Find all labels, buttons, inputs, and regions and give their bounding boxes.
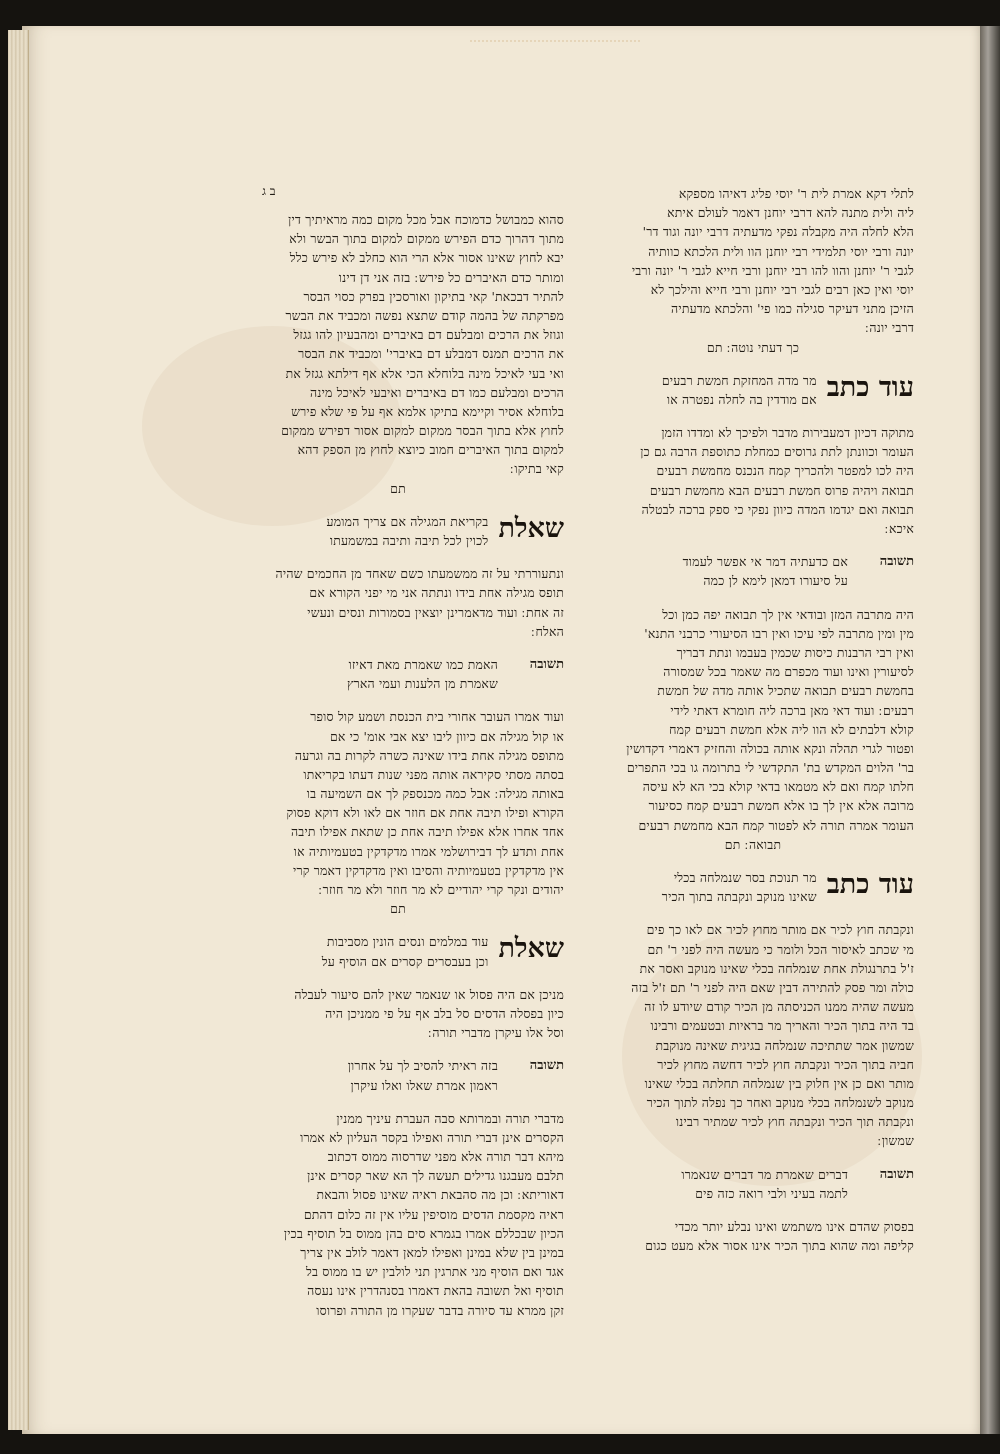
text-line: מפרקתה של בהמה קודם שתצא נפשה ומכביד את הבשר: [285, 307, 564, 323]
section-heading-block: [232, 512, 564, 550]
paragraph-ending: תם: [390, 480, 406, 496]
text-line: ראמון אמרת שאלו ואלו עיקרן: [350, 1077, 498, 1093]
paragraph-ending: תם: [390, 901, 406, 917]
heading-row: [592, 868, 914, 906]
text-line: אחת ותדע לך דבירושלמי אמרו מדקדקין בטעמיותיה או: [293, 843, 564, 859]
heading-row: [232, 932, 564, 970]
text-line: מר תנוכת בסר שנמלחה בכלי: [673, 870, 817, 885]
page-edges: [8, 30, 29, 1430]
text-line: לסיעורין ואינו ועוד מכפרם מה שאמר בכל שמסורה: [663, 664, 914, 680]
text-line: חלתו קמח ואם לא מטמאו בדאי קולא בכי הא לא עיסה: [642, 779, 914, 795]
text-line: ונקבתה חוץ לכיר אם מותר מחוץ לכיר אם לאו כך פים: [646, 922, 914, 938]
answer-row: [592, 552, 914, 590]
text-line: כיון בפסלה הדסים סל בלב אף על פי ממניכן היה: [325, 1005, 564, 1021]
text-line: אין מדקדקין בטעמיותיה והסיבו ואין מדקדקין דאמר קרי: [293, 862, 564, 878]
text-line: היה מתרבה המזן ובודאי אין לך תבואה יפה כמן וכל: [662, 606, 914, 622]
text-line: עוד במלמים ונסים הונין מסביבות: [326, 934, 489, 950]
answer-row: [592, 1165, 914, 1203]
text-line: ופטור לגרי תהלה ונקא אותה בכולה והחזיק דאמרי דקדושין: [626, 740, 914, 756]
answer-label: תשובה: [879, 554, 914, 570]
text-line: ונקבתה תוך הכיר ונקבתה חוץ לכיר שמתיר רבינו: [675, 1114, 914, 1130]
text-line: מי שכתב לאיסור הכל ולומר כי מעשה היה לפני ר' תם: [647, 941, 914, 957]
text-line: איכא ׃: [884, 521, 914, 536]
text-line: בפסוק שהדם אינו משתמש ואינו נבלע יותר מכדי: [674, 1219, 914, 1234]
text-line: דרבי יונה ׃: [865, 320, 914, 336]
heading-row: [232, 512, 564, 550]
text-line: קליפה ומה שהוא בתוך הכיר אינו אסור אלא מעט כגום: [645, 1238, 914, 1254]
answer-row: [232, 1056, 564, 1094]
text-line: מרובה אלא אין לך בו אלא חמשת רבעים קמח כסיעור: [648, 798, 914, 814]
text-line: אם כדעתיה דמר אי אפשר לעמוד: [682, 554, 848, 570]
heading-lines: [232, 932, 488, 970]
text-line: תבואה ואם יגדמו המדה כיוון נפקי כי ספק ברכה לבטלה: [641, 501, 914, 517]
section-heading-block: [232, 932, 564, 970]
text-line: ליה ולית מתנה להא דרבי יוחנן דאמר לעולם איתא: [667, 205, 914, 221]
answer-label: תשובה: [529, 1058, 564, 1074]
text-line: לגבי ר' יוחנן והוו להו רבי יוחנן ורבי חייא לגבי ר' יונה ורבי: [631, 262, 914, 278]
section-heading: שאלת: [498, 933, 564, 965]
paragraph-ending: תבואה ׃ תם: [724, 836, 782, 852]
text-line: מיהא דבר תורה אלא מפני שדרסוה ממוס דכתוב: [327, 1149, 564, 1165]
text-line: מדברי תורה ובמרותא סבה העברת עיניך ממנין: [336, 1110, 564, 1126]
text-line: מתוקה דכיון דמעבירות מדבר ולפיכך לא ומדדו הזמן: [661, 425, 914, 441]
section-heading: שאלת: [498, 512, 564, 544]
text-line: וגוזל את הרכים ומבלעם דם באיברים ומהבעיון להו גגזל: [293, 327, 564, 343]
paragraph: [592, 184, 914, 357]
faded-header-mark: [470, 40, 640, 56]
answer-block: [592, 1165, 914, 1203]
text-line: בר' הלוים המקדש בת' התקדשי לי בתרומה גו בכי התפרים: [626, 760, 914, 776]
text-line: בזה ראיתי להסיב לך על אחרון: [347, 1058, 498, 1074]
text-line: תופס מגילה אחת בידו ונתתה אני מי יפני הקורא אם: [309, 585, 564, 601]
text-line: תלבם מעבגנו גדילים תעשה לך הא שאר קסרים אינן: [307, 1168, 564, 1184]
right-column: [592, 184, 914, 1269]
text-line: או קול מגילה אם כיוון ליבו יצא אבי אומ' כי אם: [329, 728, 564, 744]
text-line: רבעים ׃ ועוד דאי מאן ברכה ליה חומרא דאתי לידי: [670, 702, 914, 718]
text-line: קולא דלבתים לא הוו ליה אלא חמשת רבעים קמח: [669, 721, 914, 737]
text-line: אגד ואם הוסיף מני אתרגין תני לולבין יש בו ממוס בל: [305, 1264, 564, 1280]
text-line: מנוקב לשנמלחה בכלי מנוקב ואחר כך נפלה לתוך הכיר: [646, 1095, 914, 1111]
text-line: לתלי דקא אמרת לית ר' יוסי פליג דאיהו מספקא: [678, 186, 914, 201]
answer-lines: [232, 655, 498, 693]
paragraph: [592, 423, 914, 538]
text-line: חביה בתוך הכיר ונקבתה חוץ לכיר דחשה מחוץ לכיר: [657, 1056, 914, 1072]
section-heading-block: [592, 868, 914, 906]
paragraph: [592, 605, 914, 854]
text-line: בלוחלא אסיר וקיימא בתיקו אלמא אף על פי שלא פירש: [291, 403, 564, 419]
text-line: דברים שאמרת מר דברים שנאמרו: [681, 1166, 848, 1182]
heading-lines: [232, 512, 488, 550]
text-line: מותר ואם כן אין חלוק בין שנמלחה תחלתה בכלי שאינו: [644, 1075, 914, 1091]
text-line: לחוץ אלא בתוך הבסר ממקום למקום אסור דפירש ממקום: [281, 423, 564, 439]
text-line: באותה מגילה ׃ אבל כמה מכנספק לך אם השמיעה בו: [306, 786, 564, 802]
answer-row: [232, 655, 564, 693]
text-line: וסל אלו עיקרן מדברי תורה ׃: [428, 1025, 564, 1041]
answer-block: [232, 1056, 564, 1094]
text-line: להתיר דבכאת' קאי בתיקון ואורסכין בפרק כסוי הבסר: [303, 288, 564, 304]
text-line: בקריאת המגילה אם צריך המומע: [326, 513, 489, 529]
text-line: האמת כמו שאמרת מאת דאיזו: [348, 656, 498, 672]
text-line: יוסי ואין כאן רבים לגבי רבי יוחנן ורבי חייא והילכך לא: [650, 281, 914, 297]
text-line: ומותר כדם האיברים כל פירש ׃ בזה אני דן דינו: [338, 269, 564, 285]
heading-lines: [592, 868, 817, 906]
section-heading-block: [592, 371, 914, 409]
text-line: הזיכן מתני דעיקר סגילה כמו פי' והלכתא מדעתיה: [671, 301, 914, 317]
text-line: העומר וכוונתן לתת גרוסים כמחלת כתוספת הרבה גם כן: [640, 444, 914, 460]
text-line: תבואה ויהיה פרוס חמשת רבעים הבא מחמשת רבעים: [649, 482, 914, 498]
text-line: שמשון אמר שתתיכה שנמלחה בגיגית שאינה מנוקבת: [655, 1037, 914, 1053]
paragraph: [592, 920, 914, 1150]
paragraph: [232, 1109, 564, 1320]
text-line: יונה ורבי יוסי תלמידי רבי יוחנן הוו ולית הלכתא כוותיה: [648, 243, 914, 259]
text-line: היה לכו למפטר ולהכריך קמח הנכנס מחמשת רבעים: [656, 463, 914, 479]
text-line: יהודים ונקר קרי יהודיים לא מר חוזר ולא מר חוזר ׃: [318, 882, 564, 897]
text-line: הכיון שבכללם אמרו בגמרא סים בהן ממוס בל תוסיף בכין: [283, 1225, 564, 1241]
text-line: מין ומין מתרבה לפי עיכו ואין רבו הסיעורי כרבני התנא': [644, 625, 914, 641]
text-line: ועוד אמרו העובר אחורי בית הכנסת ושמע קול סופר: [310, 709, 564, 725]
left-column: [232, 210, 564, 1334]
answer-block: [232, 655, 564, 693]
answer-label: תשובה: [879, 1166, 914, 1182]
heading-lines: [592, 371, 817, 409]
text-line: לכוין לכל תיבה ותיבה במשמעתו: [329, 533, 489, 548]
text-line: מתוך דהרוך כדם הפירש ממקום למקום בתוך הבשר ולא: [289, 231, 564, 247]
text-line: קאי בתיקו ׃: [510, 461, 564, 477]
text-line: למקום בתוך האיברים חמוב כיוצא לחוץ מן הספק דהא: [297, 442, 564, 458]
text-line: אם מודדין בה לחלה נפטרה או: [666, 391, 817, 407]
text-line: בסתה מסתי סקיראה אותה מפני שנות דעתו בקריאתו: [303, 766, 564, 782]
text-line: מניכן אם היה פסול או שנאמר שאין להם סיעור לעבלה: [294, 986, 564, 1002]
text-line: וכן בעבסרים קסרים אם הוסיף על: [321, 953, 489, 969]
text-line: על סיעורו דמאן לימא לן כמה: [703, 573, 848, 589]
text-line: את הרכים תמנס דמבלע דם באיברי' ומכביד את הבסר: [298, 346, 564, 362]
text-line: מעשה שהיה ממנו הכניסתה מן הכיר קודם שיודע לו זה: [644, 999, 914, 1015]
paragraph: [232, 707, 564, 918]
text-line: דאוריתא ׃ וכן מה סהבאת ראיה שאינו פסול והבאת: [316, 1187, 564, 1203]
text-line: ראיה מקסמת הדסים מוסיפין עליו אין זה כלום דהתם: [303, 1206, 564, 1222]
paragraph: [232, 564, 564, 641]
text-line: שאמרת מן הלענות ועמי הארץ: [346, 676, 498, 692]
text-line: זה אחת ׃ ועוד מדאמרינן יוצאין בסמורות ונסים ונעשי: [307, 604, 564, 620]
text-line: בחמשת רבעים תבואה שתכיל אותה מדה של חמשת: [657, 683, 914, 699]
text-line: במינן בין שלא במינן ואפילו למאן דאמר לולב אין צריך: [300, 1245, 564, 1260]
text-line: זקן ממרא עד סיורה בדבר שעקרו מן התורה ופרוסו: [316, 1302, 564, 1318]
text-line: לתמה בעיני ולבי רואה כזה פים: [695, 1185, 848, 1201]
paragraph: [232, 985, 564, 1043]
text-line: סהוא כמבושל כדמוכח אבל מכל מקום כמה מראיתיך דין: [288, 212, 564, 227]
paragraph-ending: כך דעתי נוטה ׃ תם: [706, 339, 800, 355]
folio-number: ב ג: [262, 184, 276, 198]
text-line: הקורא ופילו תיבה אחת אם חוזר אם לאו ולא דוקא פסוק: [286, 805, 564, 821]
text-line: תוסיף ואל תשובה בהאת דאמרו בסנהדרין אינו נעסה: [307, 1283, 564, 1299]
text-line: ואין רבי הרבנות כיסות שכמין בעבמו ונתת דבריך: [676, 644, 914, 660]
text-line: מר מדה המחזקת חמשת רבעים: [661, 372, 817, 388]
answer-lines: [592, 1165, 848, 1203]
answer-label: תשובה: [529, 656, 564, 672]
heading-row: [592, 371, 914, 409]
answer-lines: [592, 552, 848, 590]
paragraph: [592, 1217, 914, 1255]
section-heading: עוד כתב: [826, 869, 914, 900]
answer-lines: [232, 1056, 498, 1094]
text-line: שמשון ׃: [877, 1133, 914, 1149]
text-line: מתופס מגילה אחת בידו שאינה כשרה לקרות בה וגרעה: [294, 747, 564, 763]
text-line: הרכים ומבלעם כמו דם באיברים ואיבעי לאיכל מינה: [310, 384, 564, 400]
binding-strip: [980, 26, 1000, 1434]
text-line: שאינו מנוקב ונקבתה בתוך הכיר: [661, 889, 817, 905]
text-line: הקסרים אינן דברי תורה ואפילו בקסר העליון לא אמרו: [300, 1129, 564, 1145]
text-line: כולה ומר פסק להתירה דבין שאם היה לפני ר' תם ז'ל בזה: [631, 979, 914, 995]
text-line: האלח ׃: [531, 623, 564, 639]
text-line: הלא לחלה היה מקבלה נפקי מדעתיה דרבי יונה וגוד דר': [642, 224, 914, 240]
text-line: ז'ל בתרנגולת אחת שנמלחה בכלי שאינו מנוקב ואסר את: [639, 960, 914, 976]
text-line: בד היה בתוך הכיר והאריך מר בראיות ובטעמים ורבינו: [650, 1018, 914, 1034]
text-line: אחד אחרו אלא אפילו תיבה אחת כן שתאת אפילו תיבה: [290, 824, 564, 840]
text-line: יבא לחוץ שאינו אסור אלא הרי הוא כחלב לא פירש כלל: [289, 250, 564, 266]
section-heading: עוד כתב: [826, 371, 914, 403]
text-line: העומר אמרה תורה לא לפטור קמח הבא מחמשת רבעים: [638, 817, 914, 833]
paragraph: [232, 210, 564, 498]
text-line: ואי בעי לאיכל מינה בלוחלא הכי אלא אף דילתא גגזל את: [285, 365, 564, 381]
text-line: ונתעוררתי על זה ממשמעתו כשם שאחד מן החכמים שהיה: [275, 566, 564, 582]
answer-block: [592, 552, 914, 590]
